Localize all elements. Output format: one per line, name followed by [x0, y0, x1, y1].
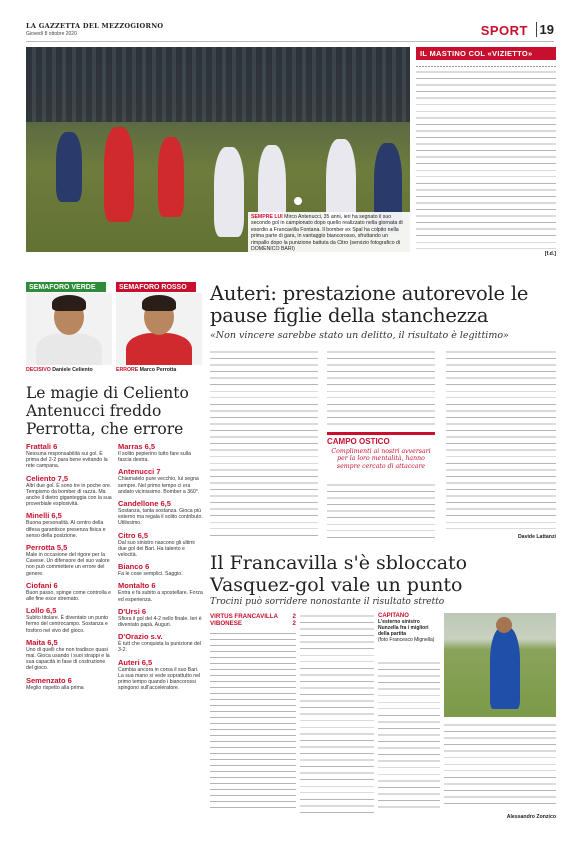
- grade-text: Cambia ancora in corsa il suo Bari. La sua mano si vede soprattutto nel primo tempo quando i biancorossi spingono sull'acceleratore.: [118, 666, 201, 692]
- bottom-subheadline: Trocini può sorridere nonostante il risultato stretto: [210, 597, 445, 607]
- red-caption-name: Marco Perrotta: [139, 367, 177, 373]
- match-box: [210, 613, 296, 811]
- team2-score: 2: [292, 620, 296, 627]
- grade-text: Male in occasione del rigore per la Cavese. Un difensore del suo valore non può commettere un errore del genere.: [26, 552, 110, 577]
- perrotta-portrait: [116, 293, 202, 365]
- match-box-details: [210, 631, 296, 811]
- grade-item: [26, 676, 112, 691]
- bottom-article-column-1: [300, 613, 374, 813]
- grade-text: Sostanza, tanta sostanza. Gioca più esterno ma regala il solito contributo. Utilissimo.: [118, 508, 203, 527]
- page-number: 19: [536, 22, 554, 37]
- stadium-stands: [26, 47, 410, 122]
- article-column-2b: [327, 482, 435, 539]
- grade-text: Meglio rispetto alla prima: [26, 684, 84, 691]
- grade-text: Fa le cose semplici. Saggio.: [118, 571, 183, 578]
- column-author: [f.d.]: [544, 251, 556, 257]
- grade-text: Il solito pepierino tutto fare sulla fascia destra.: [118, 451, 191, 464]
- column-title: IL MASTINO COL «VIZIETTO»: [416, 47, 556, 60]
- grade-player: Montalto 6: [118, 581, 156, 591]
- grade-item: [118, 499, 204, 527]
- page-header: [26, 22, 554, 42]
- grade-player: Semenzato 6: [26, 675, 72, 685]
- grade-item: [118, 562, 204, 577]
- grade-text: Sfiora il gol del 4-2 nello finale. Ieri è diventato papà. Auguri.: [118, 615, 202, 629]
- player-figure: [56, 132, 82, 202]
- grade-player: Antenucci 7: [118, 467, 161, 477]
- team1-name: VIRTUS FRANCAVILLA: [210, 613, 278, 620]
- green-caption-name: Daniele Celiento: [52, 367, 93, 373]
- player-figure: [158, 137, 184, 217]
- caption-text: Mirco Antenucci, 35 anni, ieri ha segnato il suo secondo gol in campionato dopo quello realizzato nella giornata di esordio a Francavilla Fontana. Il bomber ex Spal ha colpito nella prima parte di gara, in vantaggio biancorosso, sfruttando un rimpallo dopo la punizione battuta da Citro: [251, 214, 403, 246]
- team-row-2: [210, 620, 296, 627]
- grade-item: [118, 442, 204, 463]
- main-headline: Auteri: prestazione autorevole le pause figlie della stanchezza: [210, 282, 529, 327]
- grade-text: Chiamatelo pure vecchio, lui segna sempre. Nel primo tempo ci era andato vicinissimo. Bomber a 360°.: [118, 476, 200, 495]
- bottom-article-author: Alessandro Zonzico: [506, 814, 556, 820]
- bottom-headline: Il Francavilla s'è sbloccato Vasquez-gol vale un punto: [210, 552, 468, 596]
- article-column-3: [446, 349, 556, 529]
- red-caption-label: ERRORE: [116, 367, 139, 373]
- pull-quote-heading: CAMPO OSTICO: [327, 437, 390, 446]
- grade-player: Auteri 6,5: [118, 657, 153, 667]
- photo2-caption: [378, 613, 440, 643]
- portrait-hair: [52, 295, 86, 311]
- grade-item: [118, 658, 204, 692]
- grade-player: Perrotta 5,5: [26, 543, 68, 553]
- grade-item: [118, 632, 204, 653]
- grade-text: Altri due gol. È sono tre in poche ore. Tempismo da bomber di razza. Ma anche il dietro giganteggia con la sua proverbiale esplosività.: [26, 482, 112, 508]
- main-subheadline: «Non vincere sarebbe stato un delitto, il risultato è legittimo»: [210, 330, 509, 341]
- grade-item: [118, 531, 204, 559]
- grade-player: Celiento 7,5: [26, 473, 69, 483]
- newspaper-name: LA GAZZETTA DEL MEZZOGIORNO: [26, 22, 164, 30]
- grade-item: [118, 467, 204, 495]
- pull-quote-text: Complimenti ai nostri avversari per la loro mentalità, hanno sempre cercato di attaccare: [331, 448, 431, 470]
- article-column-2: [327, 349, 435, 429]
- grade-text: Buon passo, spinge come controlla e alle fine esce stremato.: [26, 589, 112, 603]
- grades-title: Le magie di Celiento Antenucci freddo Perrotta, che errore: [26, 384, 189, 438]
- grade-player: Maita 6,5: [26, 637, 58, 647]
- grade-player: Lollo 6,5: [26, 606, 57, 616]
- grade-text: È tutt che conquista la punizione del 3-2.: [118, 641, 202, 654]
- main-article-author: Davide Lattanzi: [517, 534, 556, 540]
- photo-caption: [248, 212, 410, 254]
- caption-credit: (servizio fotografico di DOMENICO BARI): [251, 239, 401, 253]
- team1-score: 2: [292, 613, 296, 620]
- player-figure: [214, 147, 244, 237]
- caption-label: SEMPRE LUI: [251, 214, 283, 220]
- pull-quote: [327, 432, 435, 470]
- team2-name: VIBONESE: [210, 620, 242, 627]
- article-column-1: [210, 349, 318, 539]
- portrait-body: [126, 333, 192, 365]
- right-column: [416, 47, 556, 257]
- bottom-article-column-2: [378, 660, 440, 810]
- green-caption: [26, 367, 93, 373]
- grade-player: D'Ursi 6: [118, 606, 147, 616]
- grades-left-list: [26, 442, 112, 695]
- grade-item: [26, 638, 112, 672]
- grade-item: [26, 442, 112, 470]
- grade-text: Dal suo sinistro nascono gli ultimi due gol dei Bari. Ha talento e velocità.: [118, 539, 195, 559]
- section-name: SPORT: [480, 23, 528, 38]
- portrait-hair: [142, 295, 176, 311]
- grade-item: [26, 543, 112, 577]
- column-body: [416, 66, 556, 67]
- grade-player: Frattali 6: [26, 442, 58, 451]
- grade-text: Nessuna responsabilità sui gol. È prima del 2-2 para bene evitando la rete campana.: [26, 451, 108, 470]
- grade-text: Uno di quelli che non tradisce quasi mai. Gioca usando i suoi strappi e la sua capacità in fase di costruzione del gioco.: [26, 646, 110, 672]
- grade-player: Marras 6,5: [118, 442, 156, 451]
- red-caption: [116, 367, 176, 373]
- bottom-article-column-3: [444, 722, 556, 808]
- grade-player: D'Orazio s.v.: [118, 632, 163, 642]
- grade-item: [26, 474, 112, 508]
- semaforo-verde-label: SEMAFORO VERDE: [26, 282, 106, 292]
- grade-player: Candellone 6,5: [118, 499, 171, 509]
- grade-player: Ciofani 6: [26, 580, 58, 590]
- grade-item: [118, 581, 204, 602]
- semaforo-rosso-label: SEMAFORO ROSSO: [116, 282, 196, 292]
- grade-player: Bianco 6: [118, 562, 150, 572]
- player-figure: [104, 127, 134, 222]
- player-figure: [490, 627, 520, 709]
- grade-text: Buona personalità. Al centro della difesa garantisce presenza fisica e senso della posizione.: [26, 520, 106, 539]
- green-caption-label: DECISIVO: [26, 367, 51, 373]
- grade-text: Entra e fa subito a spostellare. Forza ed esperienza.: [118, 590, 203, 603]
- grade-item: [26, 581, 112, 602]
- celiento-portrait: [26, 293, 112, 365]
- team-row-1: [210, 613, 296, 620]
- grade-player: Citro 6,5: [118, 530, 149, 540]
- grade-player: Minelli 6,5: [26, 511, 62, 521]
- photo2-caption-text: L'esterno sinistro Nunzella fra i migliori della partita: [378, 619, 429, 637]
- photo2-caption-credit: (foto Francesco Mignella): [378, 637, 435, 643]
- player-head: [496, 617, 512, 633]
- grade-text: Subito titolare. È diventato un punto fermo del centrocampo. Sostanza e fosforo nel vivo del gioco.: [26, 615, 109, 634]
- grades-mid-list: [118, 442, 204, 695]
- grade-item: [26, 606, 112, 634]
- ball: [294, 197, 302, 205]
- photo2-caption-heading: CAPITANO: [378, 613, 409, 619]
- grade-item: [118, 607, 204, 628]
- player-photo: [444, 613, 556, 717]
- grade-item: [26, 511, 112, 539]
- portrait-body: [36, 333, 102, 365]
- column-text-block: [416, 69, 556, 249]
- issue-date: Giovedì 8 ottobre 2020: [26, 31, 77, 37]
